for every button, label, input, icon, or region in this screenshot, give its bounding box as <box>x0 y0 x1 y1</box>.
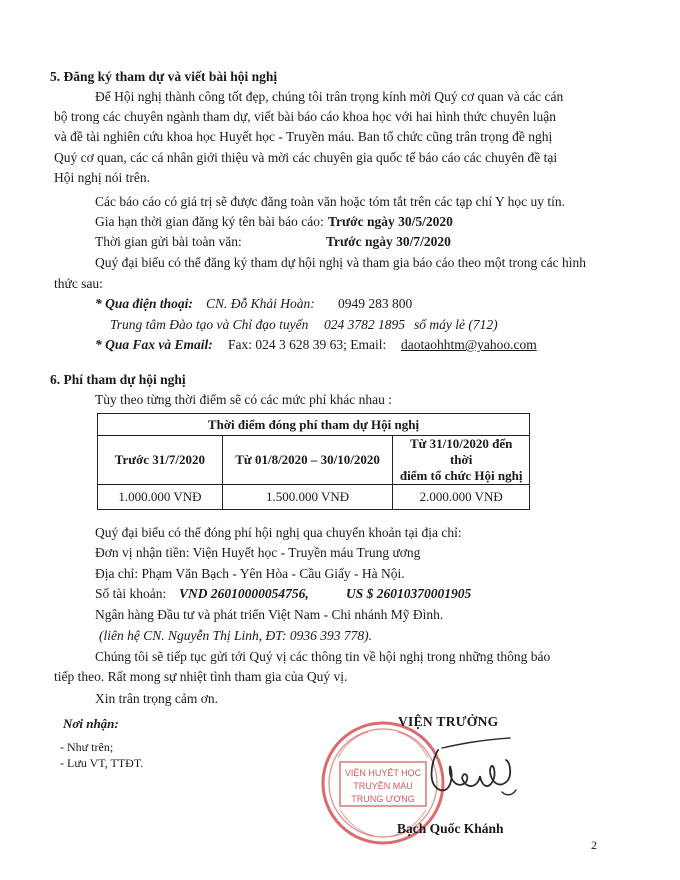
deadline1-value: Trước ngày 30/5/2020 <box>328 214 453 229</box>
bank-name: Ngân hàng Đầu tư và phát triển Việt Nam - Chi nhánh Mỹ Đình. <box>95 607 444 622</box>
closing1-line2: tiếp theo. Rất mong sự nhiệt tình tham gia của Quý vị. <box>54 669 348 684</box>
account-vnd: VND 26010000054756, <box>179 586 309 601</box>
recipient-1: - Như trên; <box>60 740 114 754</box>
account-usd: US $ 26010370001905 <box>346 586 472 601</box>
closing2: Xin trân trọng cảm ơn. <box>95 691 218 706</box>
deadline2-label: Thời gian gửi bài toàn văn: <box>95 234 242 249</box>
para1-line1: Để Hội nghị thành công tốt đẹp, chúng tôi trân trọng kính mời Quý cơ quan và các cán <box>95 89 564 104</box>
fee-period-2: Từ 01/8/2020 – 30/10/2020 <box>222 436 393 485</box>
recipients-label: Nơi nhận: <box>63 716 119 731</box>
center-ext: số máy lẻ (712) <box>414 317 498 332</box>
phone-label: * Qua điện thoại: <box>95 296 193 311</box>
phone-number: 0949 283 800 <box>338 296 413 311</box>
account-label: Số tài khoản: <box>95 586 167 601</box>
para2: Các báo cáo có giá trị sẽ được đăng toàn văn hoặc tóm tắt trên các tạp chí Y học uy tín. <box>95 194 566 209</box>
handwritten-signature-icon <box>420 730 530 805</box>
fee-period-3 <box>393 436 530 485</box>
para3-line1: Quý đại biểu có thể đăng ký tham dự hội nghị và tham gia báo cáo theo một trong các hình <box>95 255 586 270</box>
phone-person: CN. Đỗ Khải Hoàn: <box>206 296 315 311</box>
deadline2-value: Trước ngày 30/7/2020 <box>326 234 451 249</box>
fee-period-3-line2: điểm tổ chức Hội nghị <box>399 468 523 483</box>
fee-amount-1: 1.000.000 VNĐ <box>98 485 223 510</box>
email-link[interactable]: daotaohhtm@yahoo.com <box>401 337 537 352</box>
stamp-line3: TRUNG ƯƠNG <box>351 794 415 804</box>
fee-table-header: Thời điểm đóng phí tham dự Hội nghị <box>98 414 530 436</box>
closing1-line1: Chúng tôi sẽ tiếp tục gửi tới Quý vị các thông tin về hội nghị trong những thông báo <box>95 649 551 664</box>
fee-amount-2: 1.500.000 VNĐ <box>222 485 393 510</box>
para1-line4: Quý cơ quan, các cá nhân giới thiệu và mời các chuyên gia quốc tế báo cáo các chuyên đề tại <box>54 150 558 165</box>
pay-intro: Quý đại biểu có thể đóng phí hội nghị qua chuyển khoản tại địa chỉ: <box>95 525 462 540</box>
stamp-line1: VIỆN HUYẾT HỌC <box>344 768 422 778</box>
para1-line5: Hội nghị nói trên. <box>54 170 150 185</box>
para1-line2: bộ trong các chuyên ngành tham dự, viết bài báo cáo khoa học với hai hình thức chuyên luận <box>54 109 556 124</box>
fax-label: * Qua Fax và Email: <box>95 337 213 352</box>
center-phone: 024 3782 1895 <box>324 317 405 332</box>
fee-period-3-line1: Từ 31/10/2020 đến thời <box>409 436 513 467</box>
fee-amount-3: 2.000.000 VNĐ <box>393 485 530 510</box>
para1-line3: và đề tài nghiên cứu khoa học Huyết học - Truyền máu. Ban tổ chức cũng trân trọng đề nghị <box>54 129 553 144</box>
fee-period-1: Trước 31/7/2020 <box>98 436 223 485</box>
signature-name: Bạch Quốc Khánh <box>397 821 504 836</box>
section5-heading: 5. Đăng ký tham dự và viết bài hội nghị <box>50 69 278 84</box>
fee-table <box>97 413 530 510</box>
contact-info: (liên hệ CN. Nguyễn Thị Linh, ĐT: 0936 393 778). <box>99 628 372 643</box>
fax-text: Fax: 024 3 628 39 63; Email: <box>228 337 387 352</box>
signature-title: VIỆN TRƯỞNG <box>398 714 499 729</box>
center-label: Trung tâm Đào tạo và Chỉ đạo tuyến <box>110 317 309 332</box>
section6-heading: 6. Phí tham dự hội nghị <box>50 372 186 387</box>
stamp-line2: TRUYỀN MÁU <box>353 781 413 791</box>
para3-line2: thức sau: <box>54 276 103 291</box>
deadline1-label: Gia hạn thời gian đăng ký tên bài báo cáo: <box>95 214 324 229</box>
pay-address: Địa chỉ: Phạm Văn Bạch - Yên Hòa - Cầu Giấy - Hà Nội. <box>95 566 405 581</box>
pay-recipient: Đơn vị nhận tiền: Viện Huyết học - Truyền máu Trung ương <box>95 545 421 560</box>
recipient-2: - Lưu VT, TTĐT. <box>60 756 144 770</box>
page-number: 2 <box>591 838 597 852</box>
section6-intro: Tùy theo từng thời điểm sẽ có các mức phí khác nhau : <box>95 392 392 407</box>
